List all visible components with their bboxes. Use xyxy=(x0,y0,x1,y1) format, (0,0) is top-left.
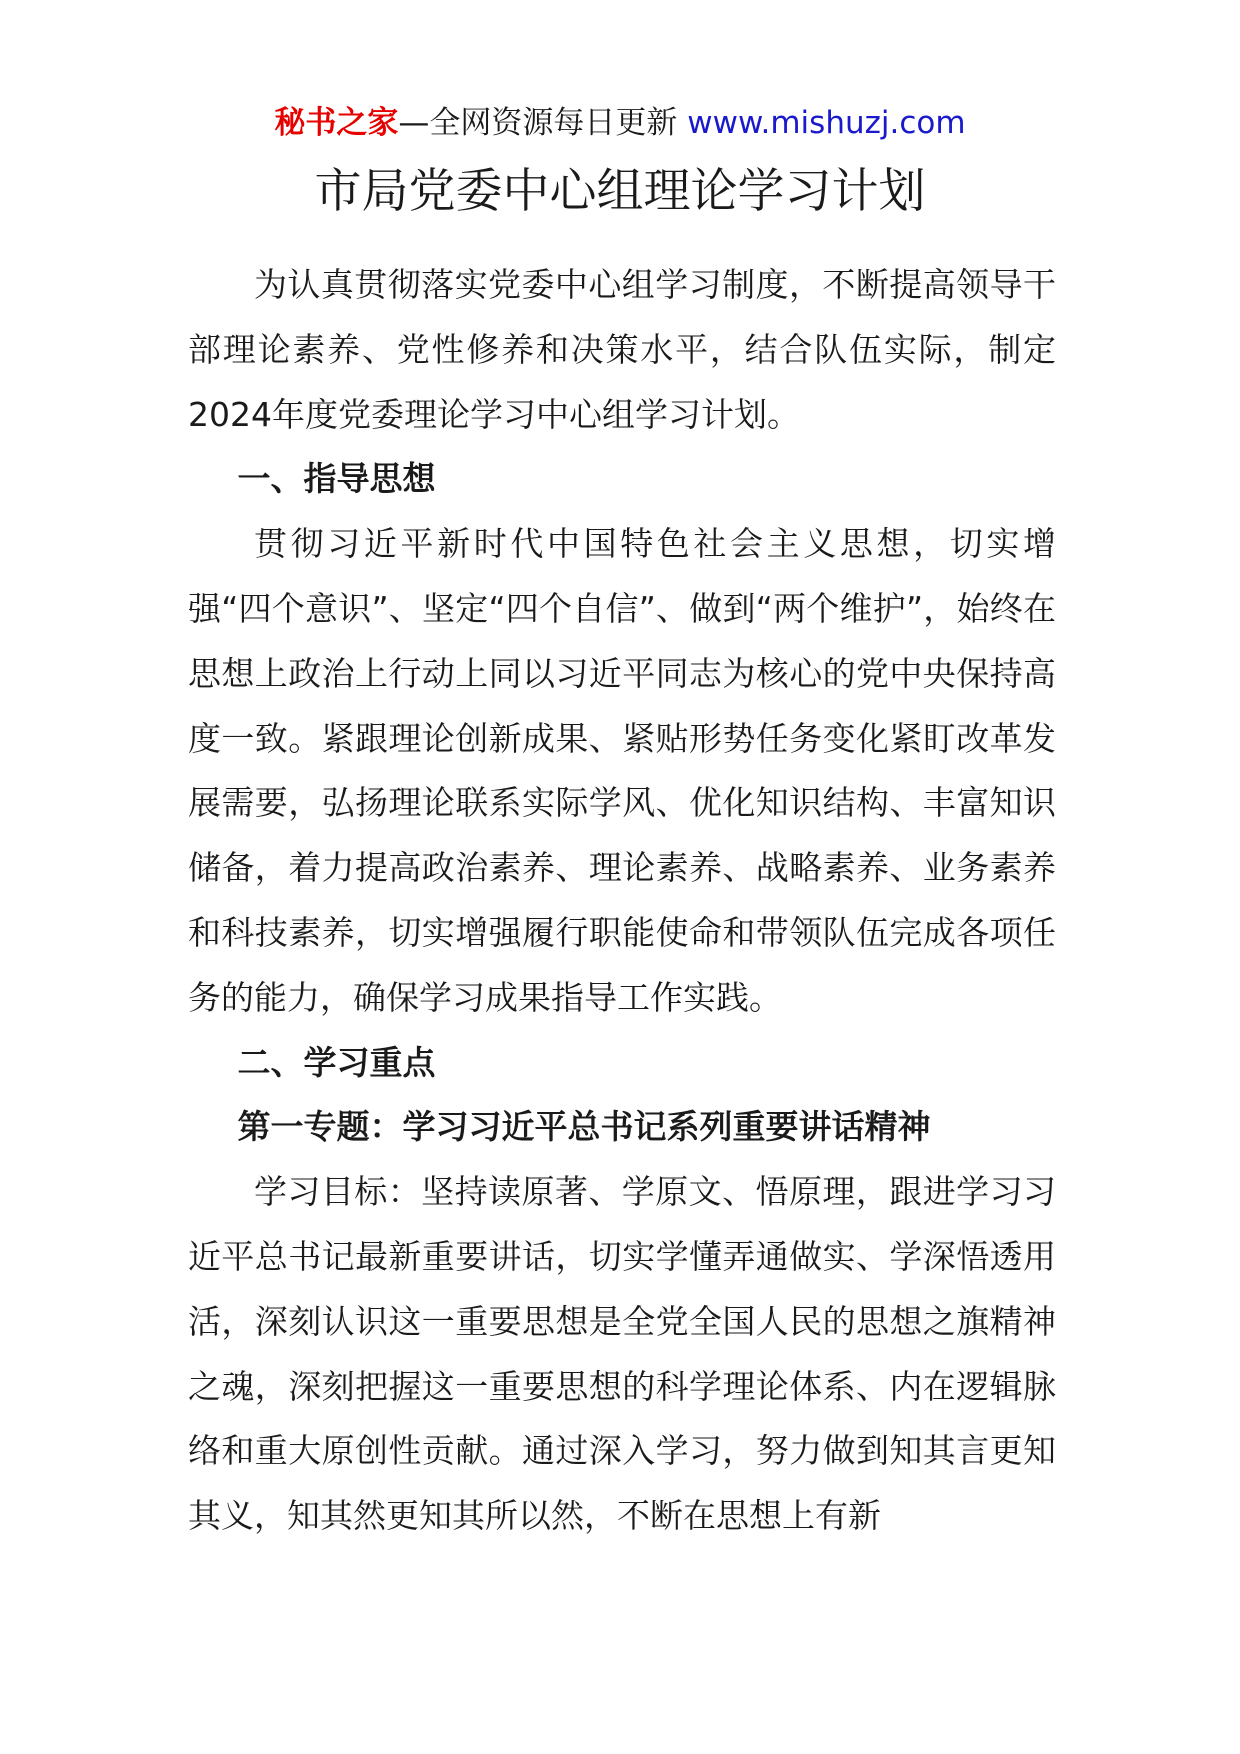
topic-heading-first: 第一专题：学习习近平总书记系列重要讲话精神 xyxy=(237,1107,931,1147)
site-header xyxy=(0,100,1240,146)
section-heading-study-focus: 二、学习重点 xyxy=(237,1042,436,1082)
document-title: 市局党委中心组理论学习计划 xyxy=(314,164,926,219)
guiding-ideology-paragraph: 贯彻习近平新时代中国特色社会主义思想，切实增强“四个意识”、坚定“四个自信”、做到“两个维护”，始终在思想上政治上行动上同以习近平同志为核心的党中央保持高度一致。紧跟理论创新成果、紧贴形势任务变化紧盯改革发展需要，弘扬理论联系实际学风、优化知识结构、丰富知识储备，着力提高政治素养、理论素养、战略素养、业务素养和科技素养，切实增强履行职能使命和带领队伍完成各项任务的能力，确保学习成果指导工作实践。 xyxy=(188,524,1056,1017)
intro-paragraph: 为认真贯彻落实党委中心组学习制度，不断提高领导干部理论素养、党性修养和决策水平，结合队伍实际，制定2024年度党委理论学习中心组学习计划。 xyxy=(188,265,1056,434)
brand-name: 秘书之家 xyxy=(274,105,399,141)
site-url-link[interactable]: www.mishuzj.com xyxy=(687,105,966,141)
header-tagline: —全网资源每日更新 xyxy=(398,105,678,141)
document-body xyxy=(188,253,1056,1549)
topic-one-paragraph: 学习目标：坚持读原著、学原文、悟原理，跟进学习习近平总书记最新重要讲话，切实学懂弄通做实、学深悟透用活，深刻认识这一重要思想是全党全国人民的思想之旗精神之魂，深刻把握这一重要思想的科学理论体系、内在逻辑脉络和重大原创性贡献。通过深入学习，努力做到知其言更知其义，知其然更知其所以然，不断在思想上有新 xyxy=(188,1172,1056,1536)
section-heading-guiding-ideology: 一、指导思想 xyxy=(237,459,436,499)
